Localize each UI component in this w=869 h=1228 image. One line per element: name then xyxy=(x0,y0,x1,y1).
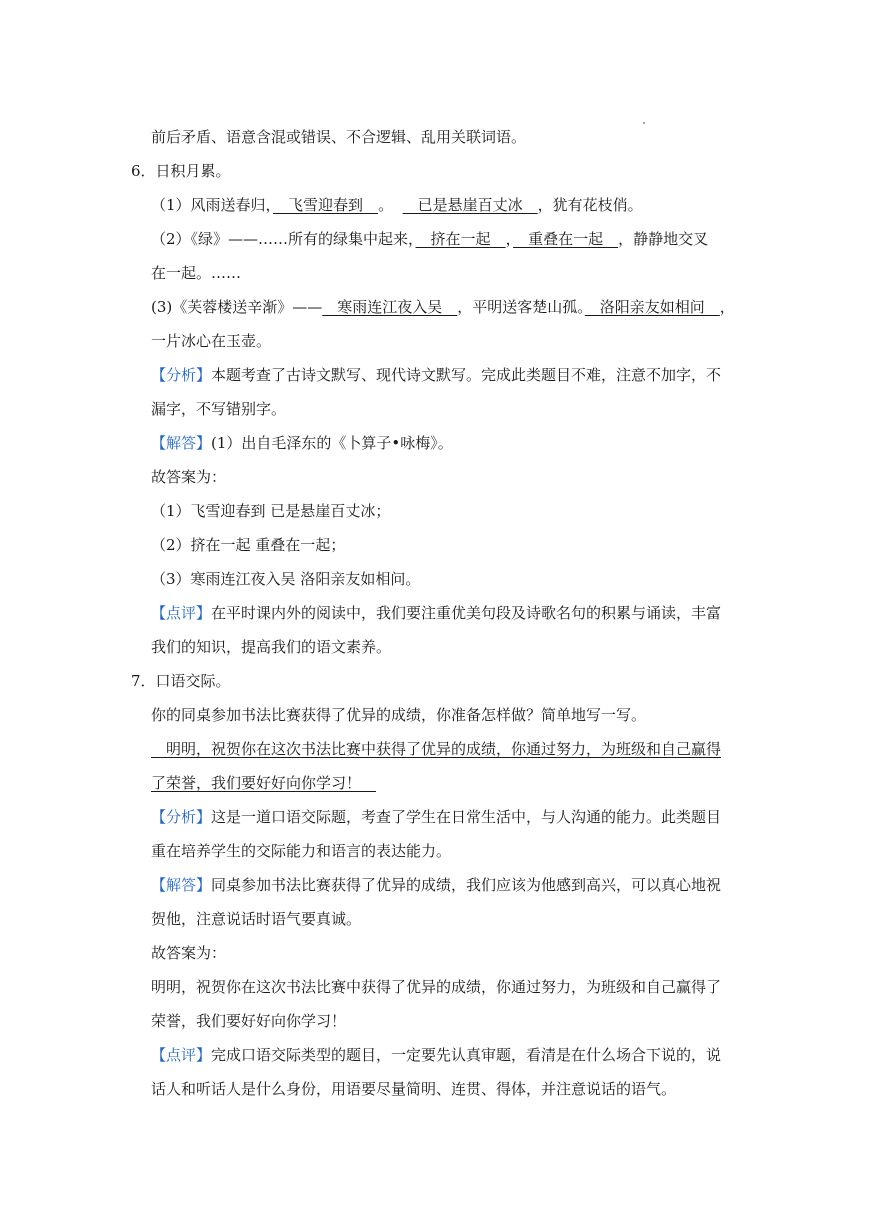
q6-2-blank-2: 重叠在一起 xyxy=(513,230,619,248)
q6-comment-cont: 我们的知识，提高我们的语文素养。 xyxy=(151,638,392,656)
q6-3-punct: ， xyxy=(719,298,735,316)
comment-tag: 【点评】 xyxy=(151,1046,212,1064)
analysis-tag: 【分析】 xyxy=(151,366,212,384)
solution-text: (1）出自毛泽东的《卜算子•咏梅》。 xyxy=(211,434,453,452)
q6-1-blank-2: 已是悬崖百丈冰 xyxy=(402,196,538,214)
question-7-heading: 7．口语交际。 xyxy=(131,672,231,690)
q7-comment xyxy=(151,1045,741,1065)
analysis-text: 本题考查了古诗文默写、现代诗文默写。完成此类题目不难，注意不加字，不 xyxy=(211,366,722,384)
q6-item-2-cont: 在一起。…… xyxy=(151,264,242,282)
q7-solution xyxy=(151,875,741,895)
q7-analysis-cont: 重在培养学生的交际能力和语言的表达能力。 xyxy=(151,842,452,860)
analysis-text: 这是一道口语交际题，考查了学生在日常生活中，与人沟通的能力。此类题目 xyxy=(211,808,722,826)
q6-item-3-cont: 一片冰心在玉壶。 xyxy=(151,332,272,350)
q7-solution-cont: 贺他，注意说话时语气要真诚。 xyxy=(151,910,362,928)
q7-prompt: 你的同桌参加书法比赛获得了优异的成绩，你准备怎样做？简单地写一写。 xyxy=(151,706,647,724)
q6-2-punct: ， xyxy=(505,230,514,248)
solution-text: 同桌参加书法比赛获得了优异的成绩，我们应该为他感到高兴，可以真心地祝 xyxy=(211,876,722,894)
q6-answer-2: （2）挤在一起 重叠在一起； xyxy=(151,536,346,554)
q6-item-1 xyxy=(151,195,741,215)
q6-solution xyxy=(151,433,741,453)
q6-2-text: （2）《绿》——……所有的绿集中起来， xyxy=(151,230,416,248)
q6-3-mid: ，平明送客楚山孤。 xyxy=(457,298,585,316)
q7-answer-text-1: 明明，祝贺你在这次书法比赛中获得了优异的成绩，你通过努力，为班级和自己赢得了 xyxy=(151,978,722,996)
q6-1-punct: 。 xyxy=(378,196,394,214)
q6-answer-1: （1）飞雪迎春到 已是悬崖百丈冰； xyxy=(151,502,391,520)
q7-answer-line-1 xyxy=(151,739,741,759)
analysis-tag: 【分析】 xyxy=(151,808,212,826)
q6-analysis-cont: 漏字，不写错别字。 xyxy=(151,400,287,418)
stray-mark xyxy=(643,122,645,124)
q6-2-blank-1: 挤在一起 xyxy=(415,230,506,248)
solution-tag: 【解答】 xyxy=(151,876,212,894)
q7-analysis xyxy=(151,807,741,827)
q7-answer-text-2: 荣誉，我们要好好向你学习！ xyxy=(151,1012,347,1030)
q6-1-blank-1: 飞雪迎春到 xyxy=(273,196,379,214)
q7-answer-blank-2: 了荣誉，我们要好好向你学习！ xyxy=(151,774,377,792)
q6-1-text: （1）风雨送春归， xyxy=(151,196,274,214)
q7-answer-blank-1: 明明，祝贺你在这次书法比赛中获得了优异的成绩，你通过努力，为班级和自己赢得 xyxy=(151,740,722,758)
q6-2-tail: ，静静地交叉 xyxy=(618,230,709,248)
comment-text: 完成口语交际类型的题目，一定要先认真审题，看清是在什么场合下说的，说 xyxy=(211,1046,722,1064)
comment-text: 在平时课内外的阅读中，我们要注重优美句段及诗歌名句的积累与诵读，丰富 xyxy=(211,604,722,622)
q7-comment-cont: 话人和听话人是什么身份，用语要尽量简明、连贯、得体，并注意说话的语气。 xyxy=(151,1080,677,1098)
q6-answer-label: 故答案为： xyxy=(151,468,227,486)
solution-tag: 【解答】 xyxy=(151,434,212,452)
q6-item-3 xyxy=(151,297,741,317)
q6-3-blank-1: 寒雨连江夜入吴 xyxy=(322,298,458,316)
comment-tag: 【点评】 xyxy=(151,604,212,622)
question-6-heading: 6．日积月累。 xyxy=(131,162,231,180)
q6-1-tail: ，犹有花枝俏。 xyxy=(537,196,643,214)
q6-answer-3: （3）寒雨连江夜入吴 洛阳亲友如相问。 xyxy=(151,570,421,588)
text-line: 前后矛盾、语意含混或错误、不合逻辑、乱用关联词语。 xyxy=(151,128,527,146)
q6-3-blank-2: 洛阳亲友如相问 xyxy=(584,298,720,316)
q6-3-text: (3)《芙蓉楼送辛渐》—— xyxy=(151,298,323,316)
q7-answer-line-2 xyxy=(151,773,741,793)
q6-item-2 xyxy=(151,229,741,249)
q6-analysis xyxy=(151,365,741,385)
q7-answer-label: 故答案为： xyxy=(151,944,227,962)
q6-comment xyxy=(151,603,741,623)
